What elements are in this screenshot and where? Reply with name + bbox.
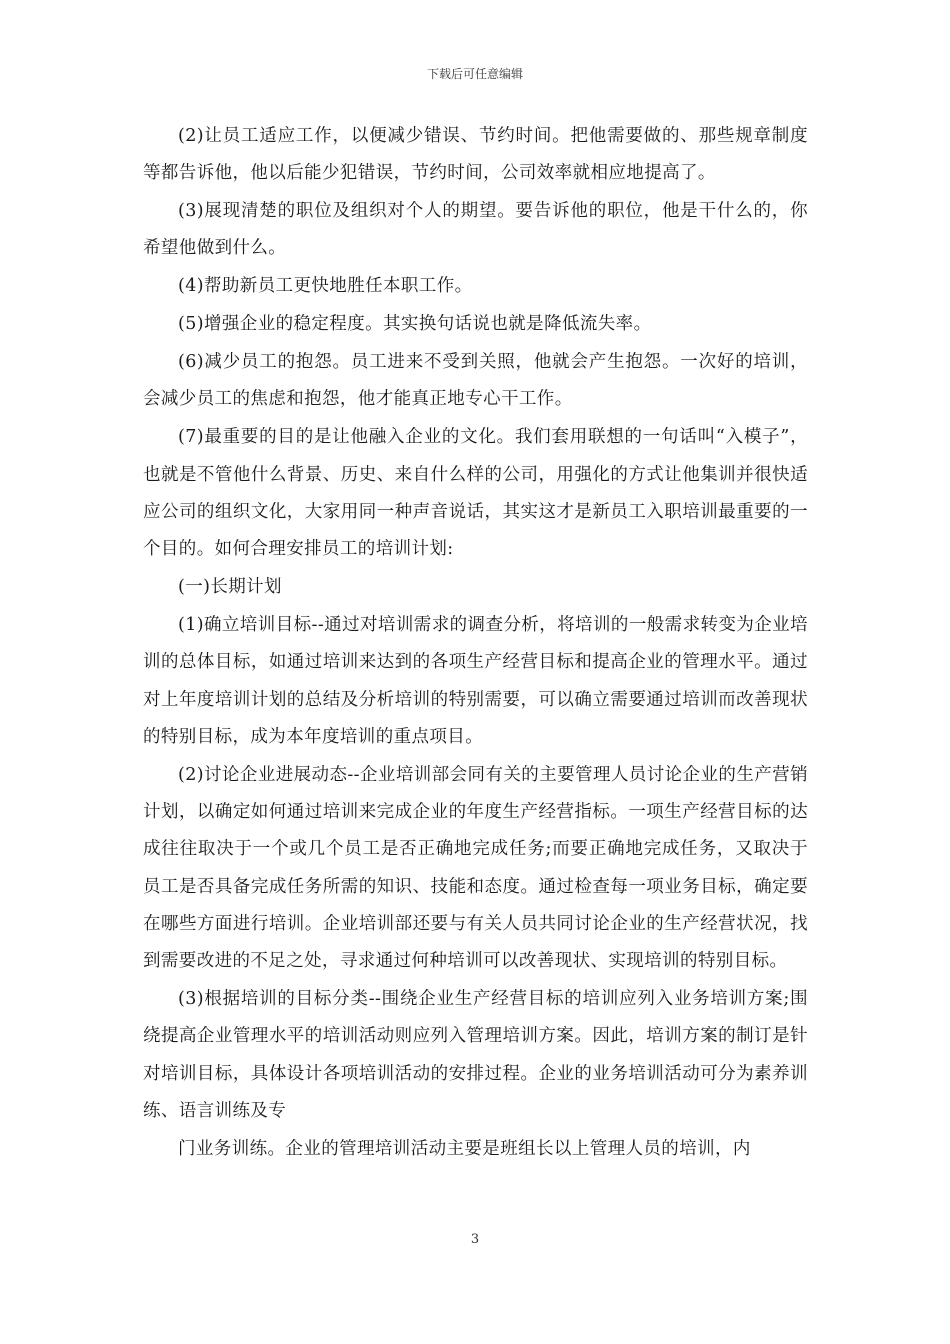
page-header: 下载后可任意编辑 xyxy=(426,67,523,81)
paragraph-plan-2: (2)讨论企业进展动态--企业培训部会同有关的主要管理人员讨论企业的生产营销计划，以确定如何通过培训来完成企业的年度生产经营指标。一项生产经营目标的达成往往取决于一个或几个员工是否正确地完成任务;而要正确地完成任务，又取决于员工是否具备完成任务所需的知识、技能和态度。通过检查每一项业务目标，确定要在哪些方面进行培训。企业培训部还要与有关人员共同讨论企业的生产经营状况，找到需要改进的不足之处，寻求通过何种培训可以改善现状、实现培训的特别目标。 xyxy=(143,764,808,972)
paragraph-plan-1: (1)确立培训目标--通过对培训需求的调查分析，将培训的一般需求转变为企业培训的总体目标，如通过培训来达到的各项生产经营目标和提高企业的管理水平。通过对上年度培训计划的总结及分析培训的特别需要，可以确立需要通过培训而改善现状的特别目标，成为本年度培训的重点项目。 xyxy=(143,615,808,747)
paragraph-plan-3: (3)根据培训的目标分类--围绕企业生产经营目标的培训应列入业务培训方案;围绕提高企业管理水平的培训活动则应列入管理培训方案。因此，培训方案的制订是针对培训目标，具体设计各项培训活动的安排过程。企业的业务培训活动可分为素养训练、语言训练及专 xyxy=(143,989,808,1122)
paragraph-continued: 门业务训练。企业的管理培训活动主要是班组长以上管理人员的培训，内 xyxy=(178,1138,751,1159)
paragraph-3: (3)展现清楚的职位及组织对个人的期望。要告诉他的职位，他是干什么的，你希望他做到什么。 xyxy=(143,201,808,259)
page-number: 3 xyxy=(470,1232,480,1247)
paragraph-6: (6)减少员工的抱怨。员工进来不受到关照，他就会产生抱怨。一次好的培训，会减少员工的焦虑和抱怨，他才能真正地专心干工作。 xyxy=(143,352,808,410)
document-body xyxy=(143,118,808,1169)
paragraph-4: (4)帮助新员工更快地胜任本职工作。 xyxy=(178,276,473,297)
paragraph-5: (5)增强企业的稳定程度。其实换句话说也就是降低流失率。 xyxy=(178,314,652,335)
paragraph-7: (7)最重要的目的是让他融入企业的文化。我们套用联想的一句话叫“入模子”，也就是不管他什么背景、历史、来自什么样的公司，用强化的方式让他集训并很快适应公司的组织文化，大家用同一种声音说话，其实这才是新员工入职培训最重要的一个目的。如何合理安排员工的培训计划: xyxy=(143,427,808,560)
section-heading-long-term-plan: (一)长期计划 xyxy=(178,577,282,598)
paragraph-2: (2)让员工适应工作，以便减少错误、节约时间。把他需要做的、那些规章制度等都告诉他，他以后能少犯错误，节约时间，公司效率就相应地提高了。 xyxy=(143,126,808,184)
